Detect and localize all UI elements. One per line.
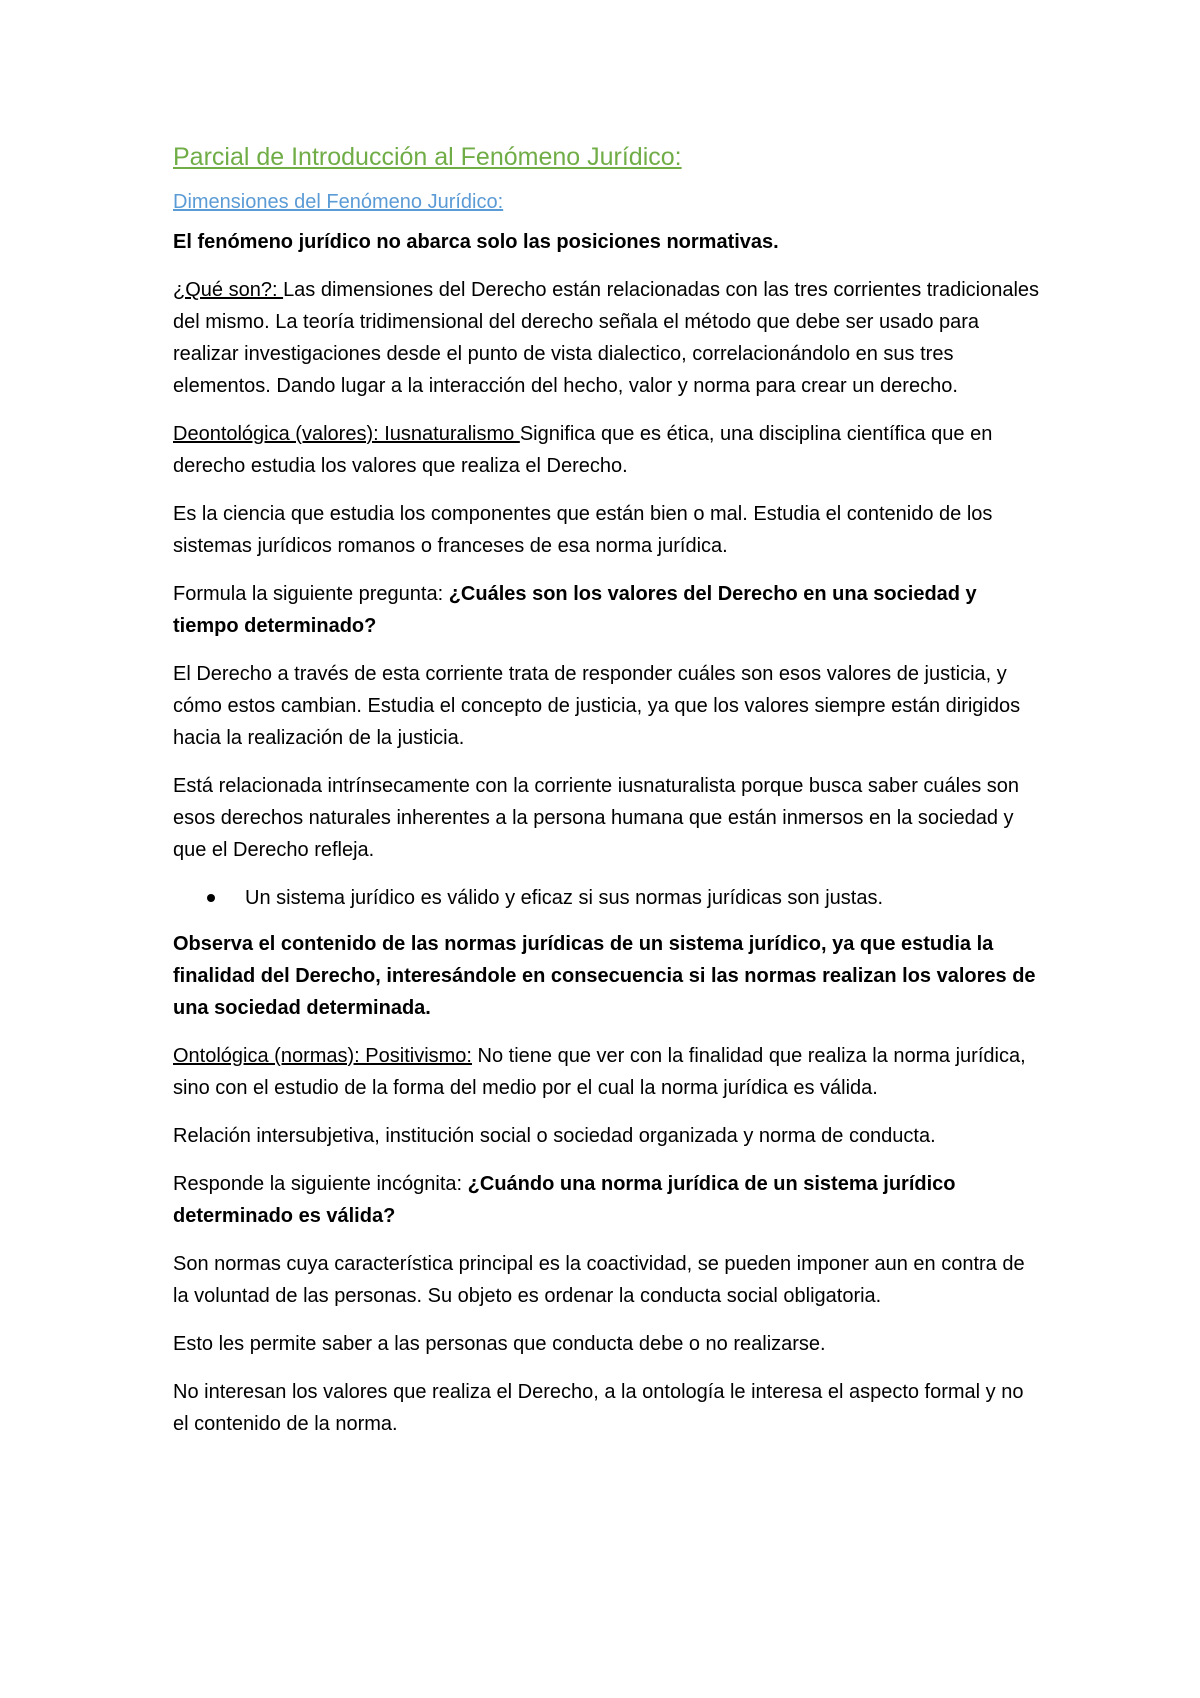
esto-paragraph: Esto les permite saber a las personas que conducta debe o no realizarse.: [173, 1333, 826, 1355]
relacion-paragraph: Relación intersubjetiva, institución social o sociedad organizada y norma de conducta.: [173, 1125, 936, 1147]
deontologica-paragraph: [173, 418, 1043, 482]
formula-paragraph: [173, 578, 1043, 642]
normas-paragraph: Son normas cuya característica principal es la coactividad, se pueden imponer aun en contra de la voluntad de las personas. Su objeto es ordenar la conducta social obligatoria.: [173, 1253, 1025, 1307]
deontologica-label: Deontológica (valores): Iusnaturalismo: [173, 423, 520, 445]
ciencia-paragraph: Es la ciencia que estudia los componentes que están bien o mal. Estudia el contenido de los sistemas jurídicos romanos o franceses de esa norma jurídica.: [173, 503, 993, 557]
bullet-text: Un sistema jurídico es válido y eficaz si sus normas jurídicas son justas.: [245, 887, 884, 909]
document-page: [173, 140, 1043, 1456]
document-title: Parcial de Introducción al Fenómeno Jurídico:: [173, 143, 682, 171]
derecho-paragraph: El Derecho a través de esta corriente trata de responder cuáles son esos valores de justicia, y cómo estos cambian. Estudia el concepto de justicia, ya que los valores siempre están dirigidos hacia la realización de la justicia.: [173, 663, 1021, 749]
bullet-list: [173, 882, 1043, 914]
no-interesan-paragraph: No interesan los valores que realiza el Derecho, a la ontología le interesa el aspecto formal y no el contenido de la norma.: [173, 1381, 1024, 1435]
responde-lead: Responde la siguiente incógnita:: [173, 1173, 468, 1195]
que-son-text: Las dimensiones del Derecho están relacionadas con las tres corrientes tradicionales del mismo. La teoría tridimensional del derecho señala el método que debe ser usado para realizar investigaciones desde el punto de vista dialectico, correlacionándolo en sus tres elementos. Dando lugar a la interacción del hecho, valor y norma para crear un derecho.: [173, 279, 1040, 397]
intro-paragraph: El fenómeno jurídico no abarca solo las posiciones normativas.: [173, 231, 779, 253]
ontologica-paragraph: [173, 1040, 1043, 1104]
list-item: [173, 882, 1043, 914]
responde-question: ¿Cuándo una norma jurídica de un sistema jurídico determinado es válida?: [173, 1173, 956, 1227]
que-son-paragraph: [173, 274, 1043, 402]
deontologica-text: Significa que es ética, una disciplina científica que en derecho estudia los valores que realiza el Derecho.: [173, 423, 993, 477]
que-son-label: ¿Qué son?:: [173, 279, 284, 301]
formula-question: ¿Cuáles son los valores del Derecho en una sociedad y tiempo determinado?: [173, 583, 977, 637]
ontologica-label: Ontológica (normas): Positivismo:: [173, 1045, 472, 1067]
responde-paragraph: [173, 1168, 1043, 1232]
ontologica-text: No tiene que ver con la finalidad que realiza la norma jurídica, sino con el estudio de la forma del medio por el cual la norma jurídica es válida.: [173, 1045, 1026, 1099]
observa-paragraph: Observa el contenido de las normas jurídicas de un sistema jurídico, ya que estudia la finalidad del Derecho, interesándole en consecuencia si las normas realizan los valores de una sociedad determinada.: [173, 933, 1036, 1019]
relacionada-paragraph: Está relacionada intrínsecamente con la corriente iusnaturalista porque busca saber cuáles son esos derechos naturales inherentes a la persona humana que están inmersos en la sociedad y que el Derecho refleja.: [173, 775, 1020, 861]
section-subtitle: Dimensiones del Fenómeno Jurídico:: [173, 191, 504, 213]
formula-lead: Formula la siguiente pregunta:: [173, 583, 449, 605]
bullet-dot-icon: [207, 894, 215, 902]
